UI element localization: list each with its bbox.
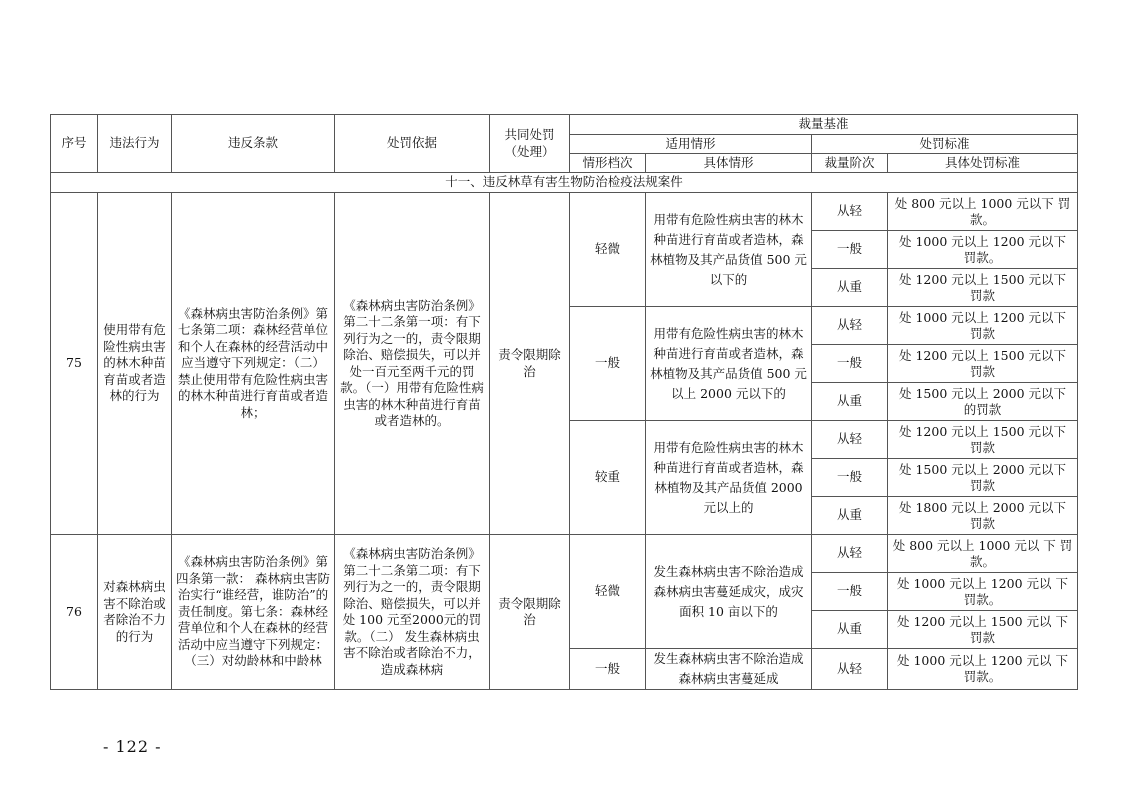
level-desc: 发生森林病虫害不除治造成森林病虫害蔓延成 — [646, 649, 812, 690]
page-number: - 122 - — [103, 737, 162, 756]
stage-name: 一般 — [812, 345, 888, 383]
stage-name: 从轻 — [812, 193, 888, 231]
stage-penalty: 处 1200 元以上 1500 元以下 罚款 — [888, 345, 1078, 383]
stage-penalty: 处 1200 元以上 1500 元以下 罚款 — [888, 421, 1078, 459]
header-act: 违法行为 — [98, 115, 172, 173]
header-discretion: 裁量基准 — [570, 115, 1078, 135]
header-common: 共同处罚（处理） — [490, 115, 570, 173]
header-penalty-std: 具体处罚标准 — [888, 154, 1078, 173]
stage-name: 从重 — [812, 383, 888, 421]
level-name: 一般 — [570, 307, 646, 421]
case-clause: 《森林病虫害防治条例》第七条第二项：森林经营单位和个人在森林的经营活动中应当遵守下列规定：（二）禁止使用带有危险性病虫害的林木种苗进行育苗或者造林； — [172, 193, 335, 535]
header-basis: 处罚依据 — [335, 115, 490, 173]
level-desc: 用带有危险性病虫害的林木种苗进行育苗或者造林，森林植物及其产品货值 2000 元以上的 — [646, 421, 812, 535]
penalty-discretion-table — [50, 114, 1078, 690]
stage-penalty: 处 1000 元以上 1200 元以 下 罚款。 — [888, 573, 1078, 611]
stage-name: 一般 — [812, 231, 888, 269]
stage-penalty: 处 1500 元以上 2000 元以下 的罚款 — [888, 383, 1078, 421]
table-row — [51, 535, 1078, 573]
stage-name: 从重 — [812, 611, 888, 649]
stage-name: 从轻 — [812, 421, 888, 459]
stage-penalty: 处 1000 元以上 1200 元以下 罚款。 — [888, 231, 1078, 269]
level-desc: 用带有危险性病虫害的林木种苗进行育苗或者造林，森林植物及其产品货值 500 元以上 2000 元以下的 — [646, 307, 812, 421]
stage-name: 从轻 — [812, 307, 888, 345]
level-desc: 用带有危险性病虫害的林木种苗进行育苗或者造林，森林植物及其产品货值 500 元以下的 — [646, 193, 812, 307]
header-situation: 具体情形 — [646, 154, 812, 173]
stage-penalty: 处 1000 元以上 1200 元以下 罚款 — [888, 307, 1078, 345]
stage-name: 从轻 — [812, 649, 888, 690]
level-name: 一般 — [570, 649, 646, 690]
stage-penalty: 处 1800 元以上 2000 元以下 罚款 — [888, 497, 1078, 535]
stage-name: 从轻 — [812, 535, 888, 573]
stage-name: 从重 — [812, 269, 888, 307]
case-common: 责令限期除治 — [490, 535, 570, 690]
case-act: 使用带有危险性病虫害的林木种苗育苗或者造林的行为 — [98, 193, 172, 535]
case-act: 对森林病虫害不除治或者除治不力的行为 — [98, 535, 172, 690]
level-name: 较重 — [570, 421, 646, 535]
stage-penalty: 处 1200 元以上 1500 元以下 罚款 — [888, 269, 1078, 307]
stage-name: 一般 — [812, 459, 888, 497]
case-basis: 《森林病虫害防治条例》第二十二条第一项：有下列行为之一的，责令限期除治、赔偿损失，可以并处一百元至两千元的罚款。（一）用带有危险性病虫害的林木种苗进行育苗或者造林的。 — [335, 193, 490, 535]
case-number: 75 — [51, 193, 98, 535]
case-basis: 《森林病虫害防治条例》第二十二条第二项：有下列行为之一的，责令限期除治、赔偿损失，可以并处 100 元至2000元的罚款。（二） 发生森林病虫害不除治或者除治不力，造成森林病 — [335, 535, 490, 690]
header-clause: 违反条款 — [172, 115, 335, 173]
level-name: 轻微 — [570, 193, 646, 307]
section-title: 十一、违反林草有害生物防治检疫法规案件 — [51, 173, 1078, 193]
case-clause: 《森林病虫害防治条例》第四条第一款： 森林病虫害防治实行“谁经营，谁防治”的责任制度。第七条：森林经营单位和个人在森林的经营活动中应当遵守下列规定：（三）对幼龄林和中龄林 — [172, 535, 335, 690]
stage-name: 从重 — [812, 497, 888, 535]
header-standard: 处罚标准 — [812, 135, 1078, 154]
stage-penalty: 处 1000 元以上 1200 元以 下 罚款。 — [888, 649, 1078, 690]
level-name: 轻微 — [570, 535, 646, 649]
level-desc: 发生森林病虫害不除治造成森林病虫害蔓延成灾，成灾面积 10 亩以下的 — [646, 535, 812, 649]
stage-name: 一般 — [812, 573, 888, 611]
header-applicable: 适用情形 — [570, 135, 812, 154]
stage-penalty: 处 1200 元以上 1500 元以 下 罚款 — [888, 611, 1078, 649]
stage-penalty: 处 800 元以上 1000 元以 下 罚款。 — [888, 535, 1078, 573]
stage-penalty: 处 1500 元以上 2000 元以下 罚款 — [888, 459, 1078, 497]
case-number: 76 — [51, 535, 98, 690]
header-stage: 裁量阶次 — [812, 154, 888, 173]
header-seq: 序号 — [51, 115, 98, 173]
header-level: 情形档次 — [570, 154, 646, 173]
case-common: 责令限期除治 — [490, 193, 570, 535]
table-row — [51, 193, 1078, 231]
stage-penalty: 处 800 元以上 1000 元以下 罚款。 — [888, 193, 1078, 231]
